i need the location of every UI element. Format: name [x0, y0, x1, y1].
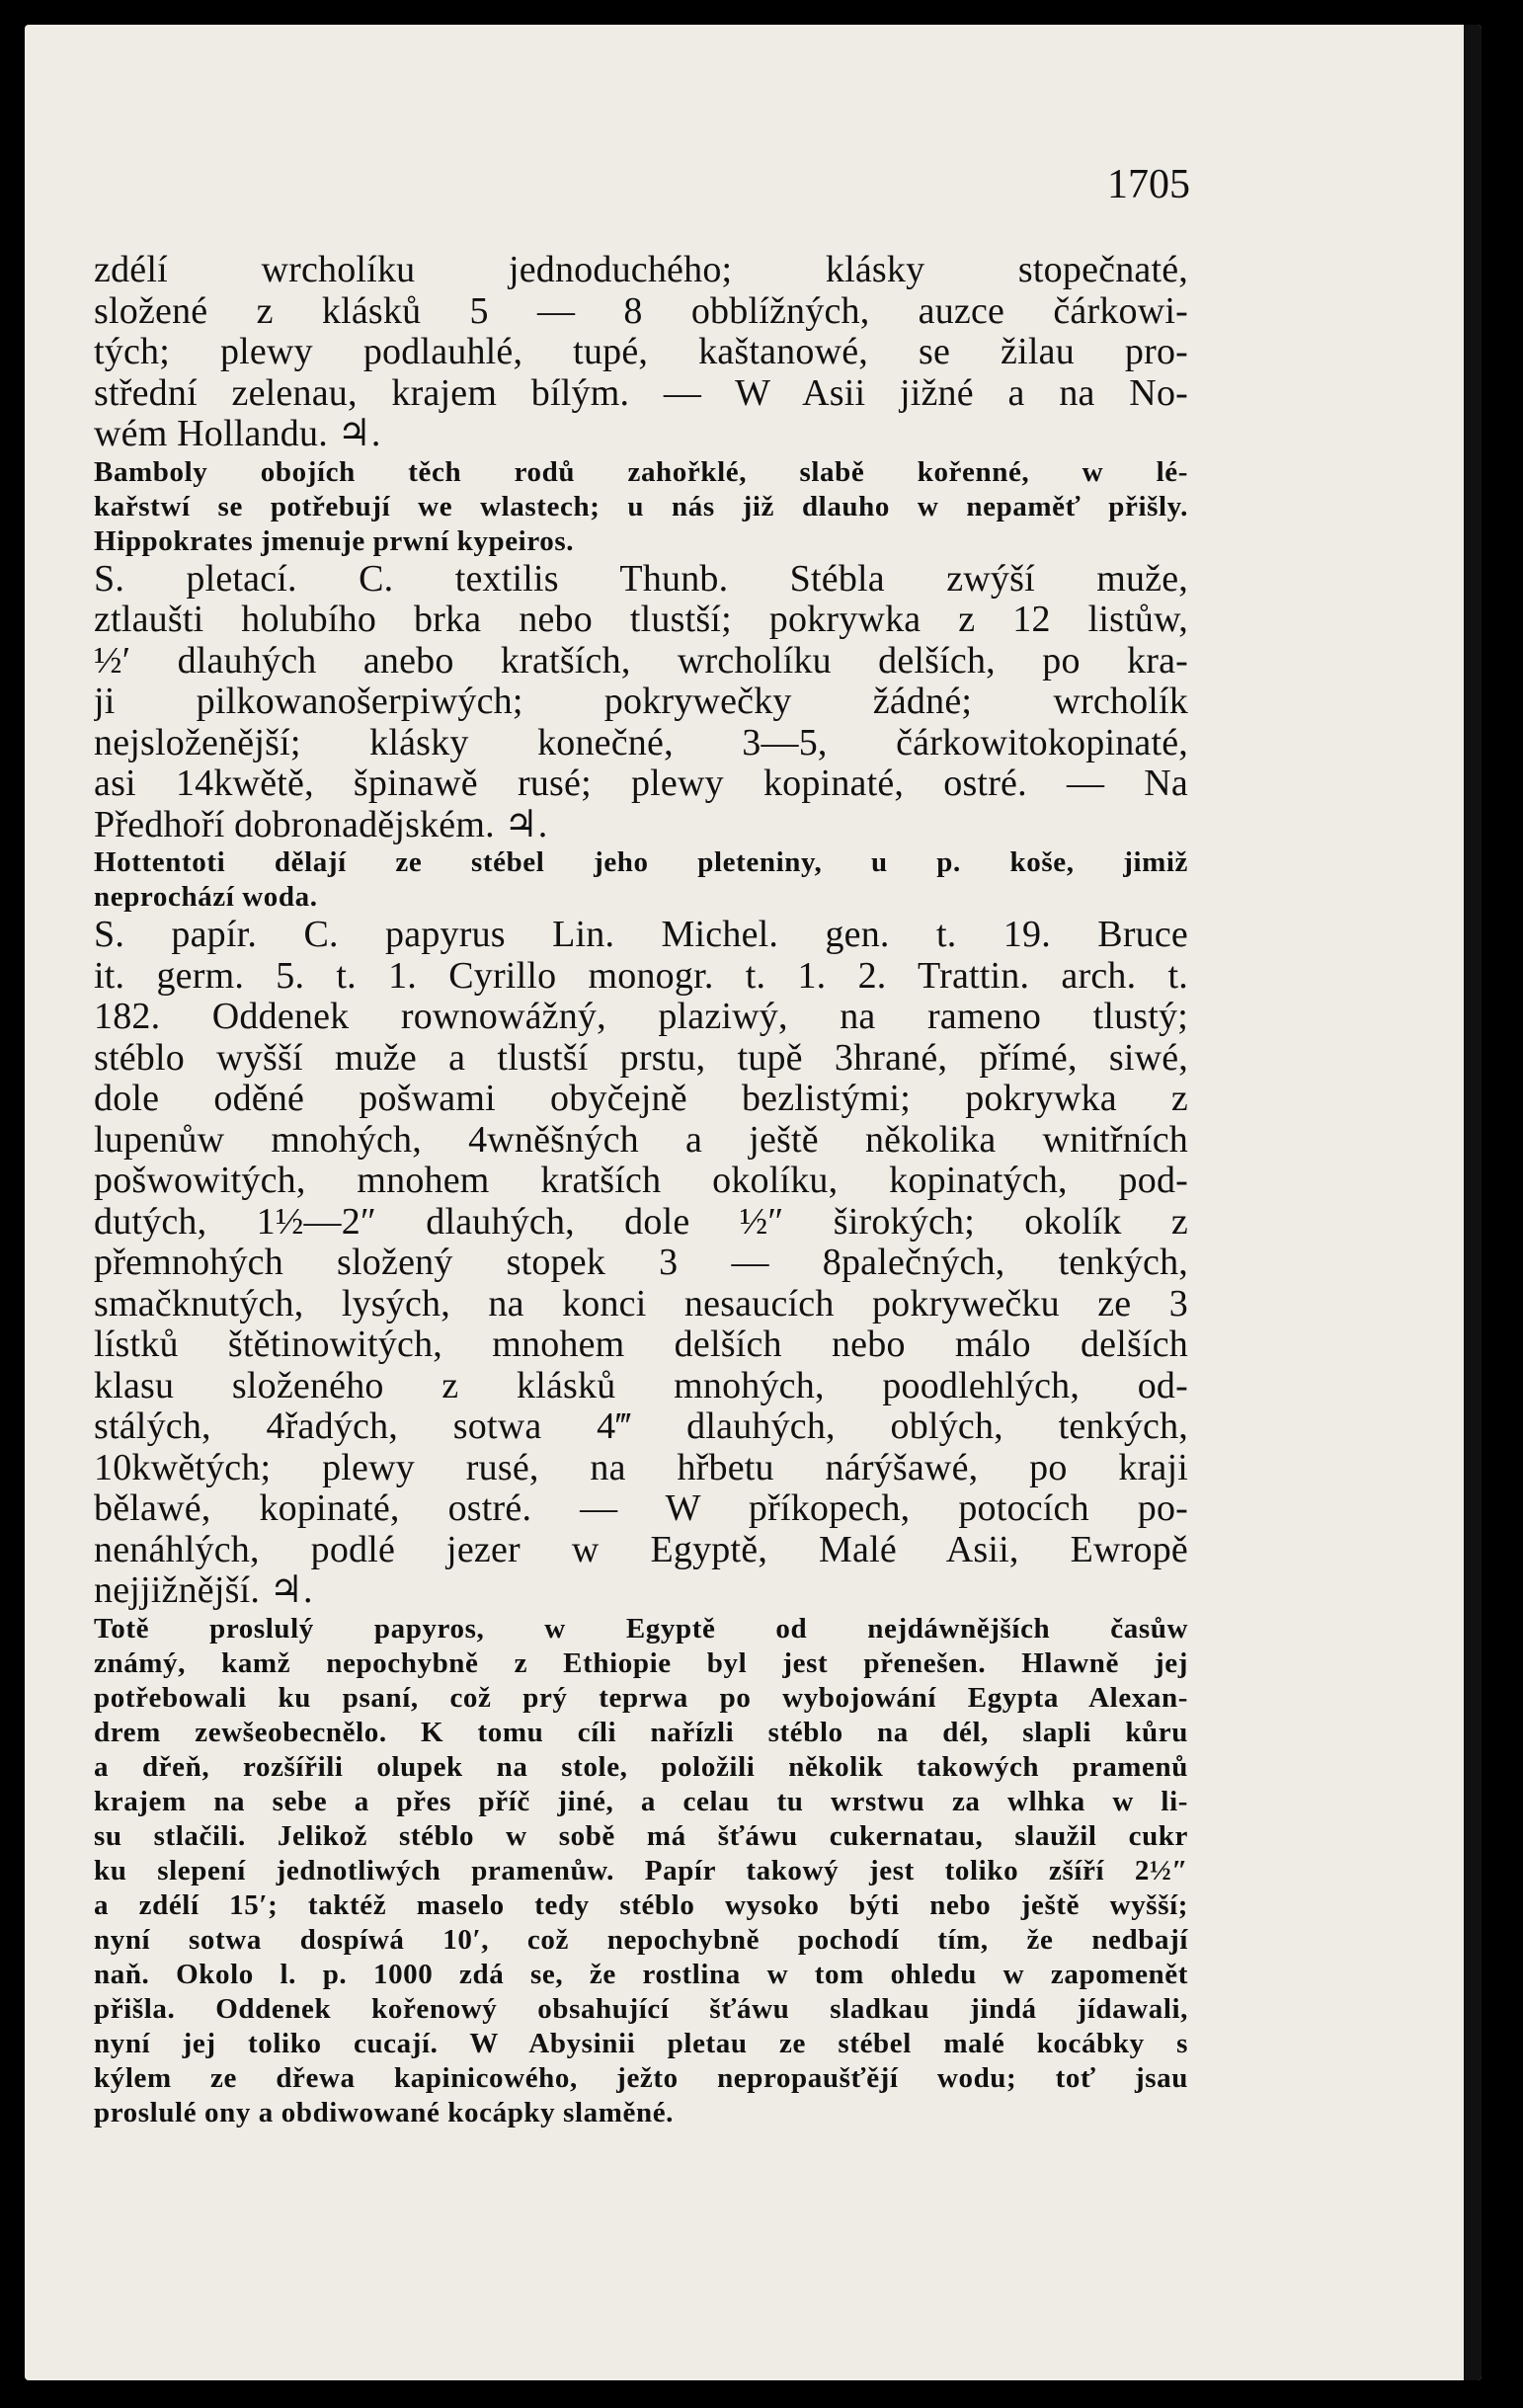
note-line: neprochází woda.: [94, 881, 318, 913]
text-line: S. papír. C. papyrus Lin. Michel. gen. t. 19. Bruce: [94, 915, 1188, 955]
text-line: 182. Oddenek rownowážný, plaziwý, na rameno tlustý;: [94, 997, 1188, 1037]
note-line: su stlačili. Jelikož stéblo w sobě má šťáwu cukernatau, slaužil cukr: [94, 1819, 1188, 1852]
text-line: stéblo wyšší muže a tlustší prstu, tupě 3hrané, přímé, siwé,: [94, 1037, 1188, 1079]
text-line: 10kwětých; plewy rusé, na hřbetu nárýšawé, po kraji: [94, 1447, 1188, 1488]
note-line: krajem na sebe a přes příč jiné, a celau tu wrstwu za wlhka w li-: [94, 1785, 1188, 1817]
note-line: naň. Okolo l. p. 1000 zdá se, že rostlina w tom ohledu w zapomenět: [94, 1958, 1188, 1990]
main-paragraph-2: [94, 559, 1188, 846]
note-line: Bamboly obojích těch rodů zahořklé, slabě kořenné, w lé-: [94, 455, 1188, 488]
text-line: zdélí wrcholíku jednoduchého; klásky stopečnaté,: [94, 250, 1188, 290]
text-line: pošwowitých, mnohem kratších okolíku, kopinatých, pod-: [94, 1161, 1188, 1201]
note-paragraph-2: [94, 845, 1188, 915]
page-text: [94, 250, 1188, 2130]
text-line: přemnohých složený stopek 3 — 8palečných, tenkých,: [94, 1243, 1188, 1283]
note-line: Hippokrates jmenuje prwní kypeiros.: [94, 524, 575, 557]
note-line: a zdélí 15′; taktéž maselo tedy stéblo wysoko býti nebo ještě wyšší;: [94, 1888, 1188, 1921]
note-line: potřebowali ku psaní, což prý teprwa po wybojowání Egypta Alexan-: [94, 1681, 1188, 1714]
note-paragraph-1: [94, 455, 1188, 559]
note-line: kýlem ze dřewa kapinicowého, ježto nepropaušťějí wodu; toť jsau: [94, 2061, 1188, 2094]
book-page: [25, 25, 1482, 2380]
text-line: dole oděné pošwami obyčejně bezlistými; pokrywka z: [94, 1079, 1188, 1119]
text-line: lístků štětinowitých, mnohem delších nebo málo delších: [94, 1324, 1188, 1365]
page-number: 1705: [1107, 162, 1190, 207]
text-line: stálých, 4řadých, sotwa 4‴ dlauhých, oblých, tenkých,: [94, 1406, 1188, 1447]
main-paragraph-3: [94, 915, 1188, 1612]
text-line: klasu složeného z klásků mnohých, poodlehlých, od-: [94, 1365, 1188, 1406]
text-line: nenáhlých, podlé jezer w Egyptě, Malé Asii, Ewropě: [94, 1529, 1188, 1570]
text-line: Předhoří dobronadějském. ♃.: [94, 804, 548, 845]
text-line: ji pilkowanošerpiwých; pokrywečky žádné; wrcholík: [94, 682, 1188, 722]
text-line: tých; plewy podlauhlé, tupé, kaštanowé, se žilau pro-: [94, 332, 1188, 372]
note-line: ku slepení jednotliwých pramenůw. Papír takowý jest toliko zšíří 2½″: [94, 1854, 1188, 1886]
text-line: asi 14kwětě, špinawě rusé; plewy kopinaté, ostré. — Na: [94, 763, 1188, 804]
text-line: nejjižnější. ♃.: [94, 1570, 313, 1611]
text-line: ½′ dlauhých anebo kratších, wrcholíku delších, po kra-: [94, 640, 1188, 682]
note-line: proslulé ony a obdiwowané kocápky slaměné.: [94, 2096, 675, 2128]
text-line: dutých, 1½—2″ dlauhých, dole ½″ širokých; okolík z: [94, 1201, 1188, 1243]
text-line: bělawé, kopinaté, ostré. — W příkopech, potocích po-: [94, 1488, 1188, 1529]
text-line: S. pletací. C. textilis Thunb. Stébla zwýší muže,: [94, 558, 1188, 600]
note-line: kařstwí se potřebují we wlastech; u nás již dlauho w nepaměť přišly.: [94, 490, 1188, 522]
text-line: složené z klásků 5 — 8 obblížných, auzce čárkowi-: [94, 290, 1188, 332]
note-line: nyní sotwa dospíwá 10′, což nepochybně pochodí tím, že nedbají: [94, 1923, 1188, 1956]
note-line: Totě proslulý papyros, w Egyptě od nejdáwnějších časůw: [94, 1612, 1188, 1645]
text-line: ztlaušti holubího brka nebo tlustší; pokrywka z 12 listůw,: [94, 600, 1188, 640]
note-line: nyní jej toliko cucají. W Abysinii pletau ze stébel malé kocábky s: [94, 2027, 1188, 2059]
main-paragraph-1: [94, 250, 1188, 455]
text-line: wém Hollandu. ♃.: [94, 414, 381, 454]
text-line: nejsloženější; klásky konečné, 3—5, čárkowitokopinaté,: [94, 722, 1188, 763]
note-line: přišla. Oddenek kořenowý obsahující šťáwu sladkau jindá jídawali,: [94, 1992, 1188, 2025]
page-edge-shadow: [1464, 25, 1482, 2380]
note-line: známý, kamž nepochybně z Ethiopie byl jest přenešen. Hlawně jej: [94, 1646, 1188, 1679]
text-line: střední zelenau, krajem bílým. — W Asii jižné a na No-: [94, 372, 1188, 414]
note-line: drem zewšeobecnělo. K tomu cíli nařízli stéblo na dél, slapli kůru: [94, 1716, 1188, 1748]
note-line: a dřeň, rozšířili olupek na stole, položili několik takowých pramenů: [94, 1750, 1188, 1783]
note-paragraph-3: [94, 1612, 1188, 2130]
note-line: Hottentoti dělají ze stébel jeho pleteniny, u p. koše, jimiž: [94, 846, 1188, 878]
text-line: lupenůw mnohých, 4wněšných a ještě několika wnitřních: [94, 1119, 1188, 1161]
text-line: it. germ. 5. t. 1. Cyrillo monogr. t. 1. 2. Trattin. arch. t.: [94, 955, 1188, 997]
text-line: smačknutých, lysých, na konci nesaucích pokrywečku ze 3: [94, 1283, 1188, 1324]
